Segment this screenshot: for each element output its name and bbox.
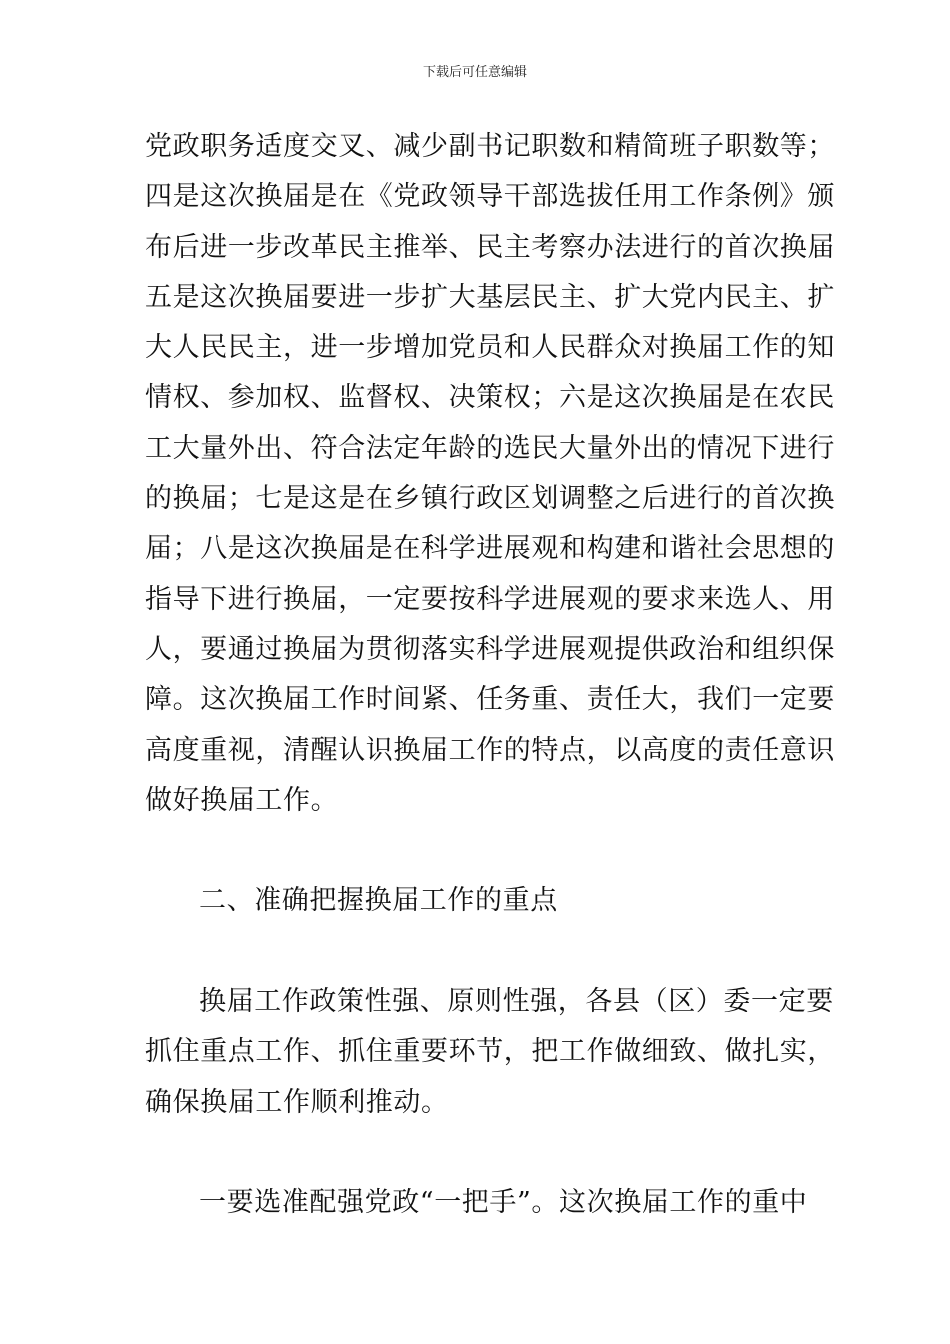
text-line: 抓住重点工作、抓住重要环节，把工作做细致、做扎实， (145, 1036, 835, 1068)
section-heading: 二、准确把握换届工作的重点 (199, 885, 558, 917)
paragraph-spacer (145, 1128, 810, 1178)
text-line: 的换届；七是这是在乡镇行政区划调整之后进行的首次换 (145, 483, 835, 515)
text-line: 情权、参加权、监督权、决策权；六是这次换届是在农民 (145, 382, 835, 414)
document-body (145, 122, 835, 1229)
text-line: 做好换届工作。 (145, 784, 339, 816)
paragraph-1 (145, 122, 835, 826)
text-line: 确保换届工作顺利推动。 (145, 1086, 449, 1118)
paragraph-spacer (145, 927, 810, 977)
paragraph-spacer (145, 826, 810, 876)
text-line: 一要选准配强党政“一把手”。这次换届工作的重中 (199, 1187, 808, 1219)
text-line: 大人民民主，进一步增加党员和人民群众对换届工作的知 (145, 332, 835, 364)
paragraph-2 (145, 977, 835, 1128)
text-line: 布后进一步改革民主推举、民主考察办法进行的首次换届 (145, 231, 835, 263)
text-line: 四是这次换届是在《党政领导干部选拔任用工作条例》颁 (145, 181, 835, 213)
text-line: 党政职务适度交叉、减少副书记职数和精简班子职数等； (145, 131, 835, 162)
text-line: 高度重视，清醒认识换届工作的特点，以高度的责任意识 (145, 734, 835, 766)
text-line: 工大量外出、符合法定年龄的选民大量外出的情况下进行 (145, 432, 835, 464)
paragraph-3 (145, 1178, 810, 1228)
text-line: 人，要通过换届为贯彻落实科学进展观提供政治和组织保 (145, 633, 835, 665)
text-line: 指导下进行换届，一定要按科学进展观的要求来选人、用 (145, 583, 835, 615)
text-line: 换届工作政策性强、原则性强，各县（区）委一定要 (199, 986, 834, 1018)
page-header: 下载后可任意编辑 (422, 65, 527, 80)
text-line: 届；八是这次换届是在科学进展观和构建和谐社会思想的 (145, 533, 835, 565)
text-line: 障。这次换届工作时间紧、任务重、责任大，我们一定要 (145, 684, 835, 716)
text-line: 五是这次换届要进一步扩大基层民主、扩大党内民主、扩 (145, 281, 835, 313)
